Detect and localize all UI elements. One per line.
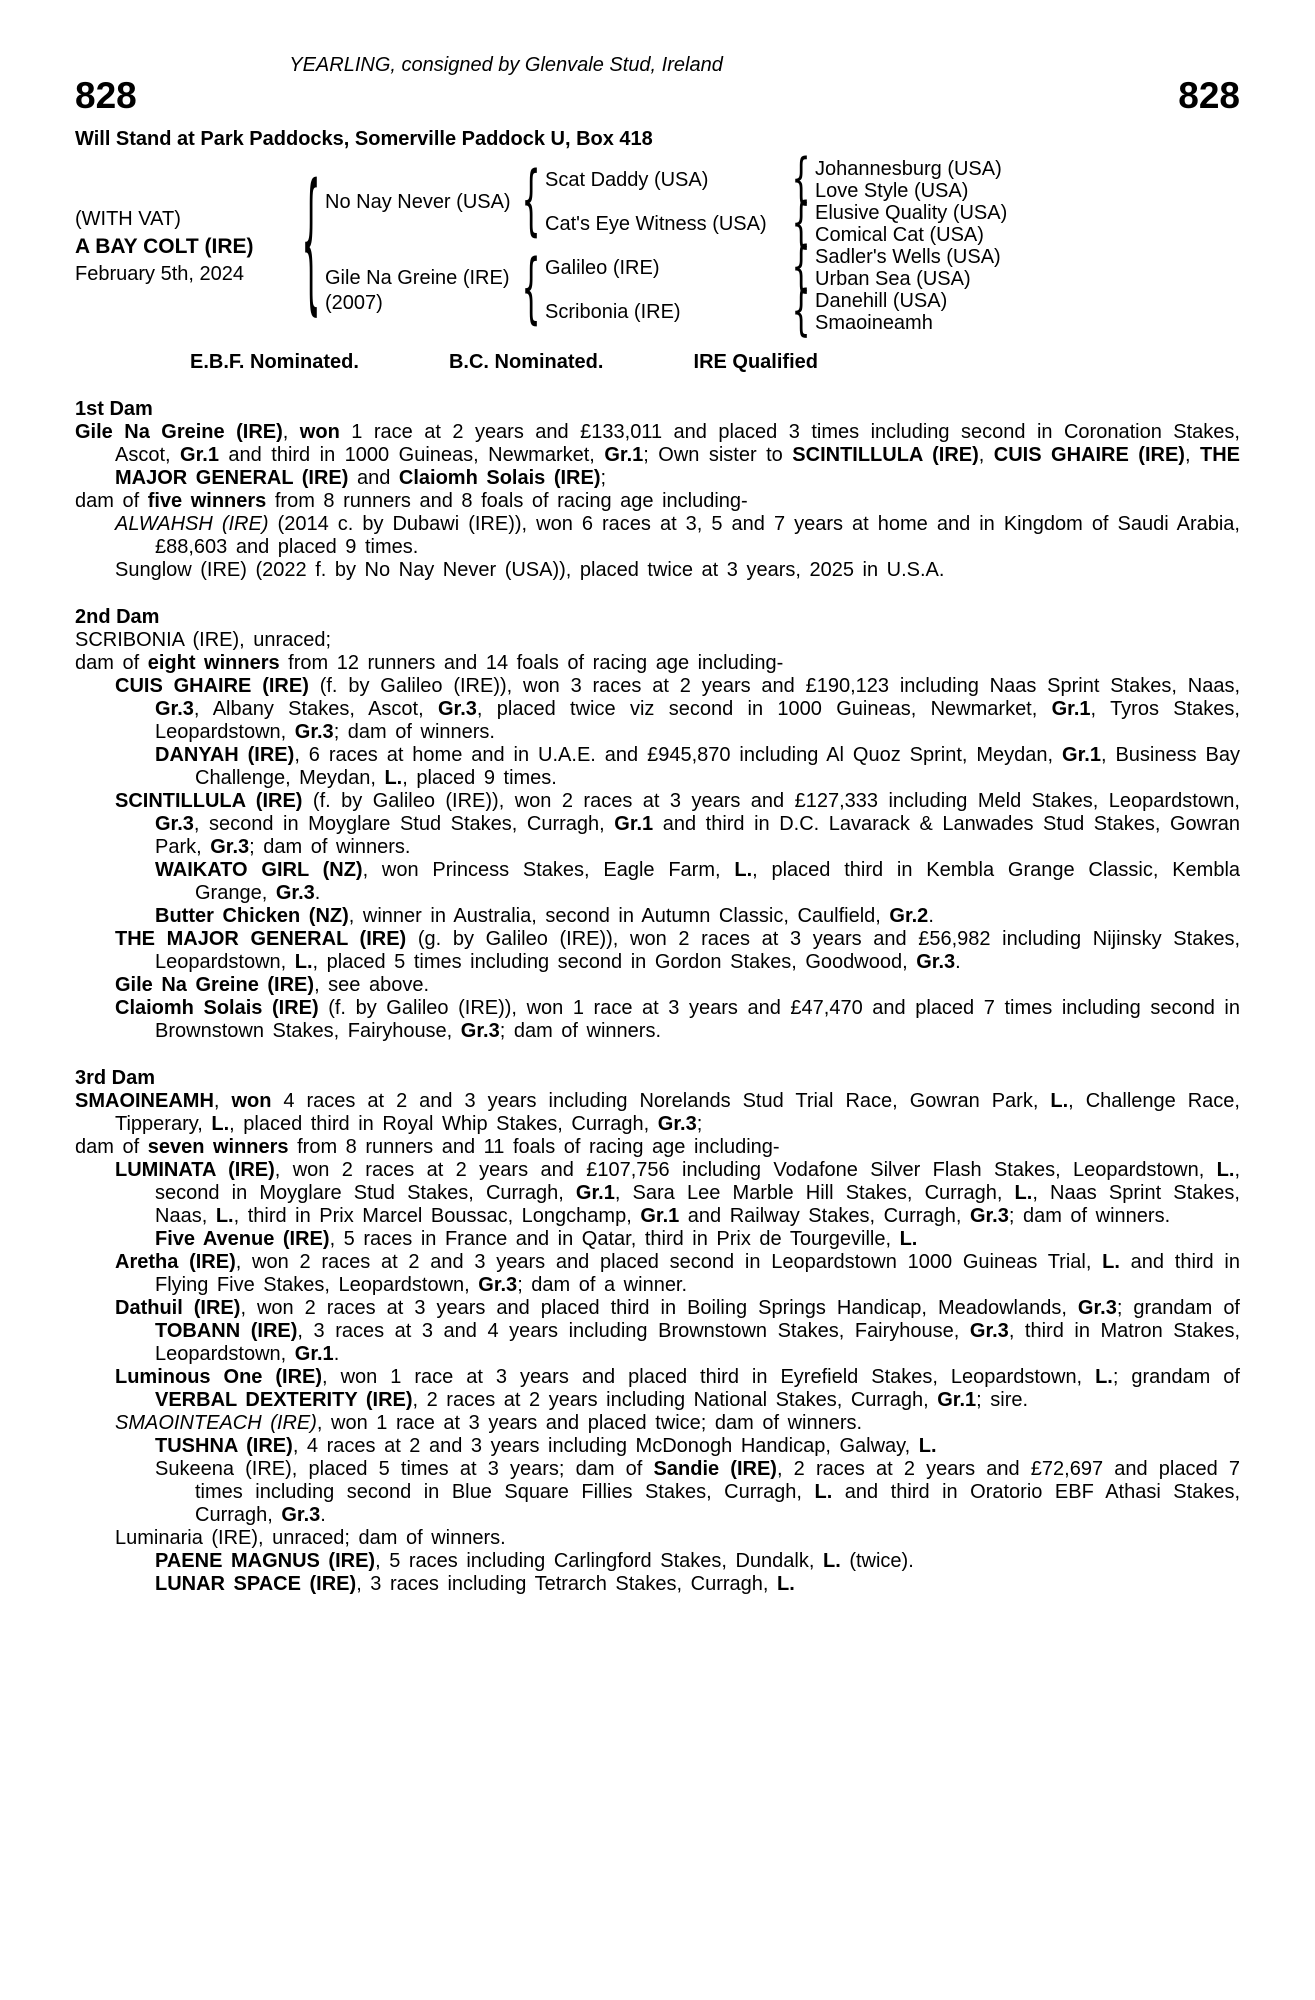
vat-note: (WITH VAT)	[75, 207, 181, 230]
text-run: , second in Moyglare Stud Stakes, Curragh,	[193, 812, 615, 835]
great-granddam: Urban Sea (USA)	[815, 268, 971, 291]
text-run: Gr.1	[604, 443, 644, 466]
catalogue-paragraph	[75, 859, 1240, 905]
text-run: Butter Chicken (NZ)	[155, 904, 349, 927]
text-run: Gr.1	[614, 812, 654, 835]
text-run: (f. by Galileo (IRE)), won 2 races at 3 years and £127,333 including Meld Stakes, Leopardstown,	[302, 789, 1240, 812]
dam-dam-name: Scribonia (IRE)	[545, 301, 681, 324]
text-run: and third in Flying Five Stakes, Leopardstown,	[155, 1250, 1240, 1296]
text-run: Sukeena (IRE), placed 5 times at 3 years; dam of	[155, 1457, 654, 1480]
dam-heading: 3rd Dam	[75, 1066, 156, 1089]
text-run: PAENE MAGNUS (IRE)	[155, 1549, 376, 1572]
text-run: L.	[734, 858, 753, 881]
animal-info	[75, 159, 297, 335]
text-run: SCINTILLULA (IRE)	[792, 443, 979, 466]
text-run: Gile Na Greine (IRE)	[75, 420, 283, 443]
text-run: , placed twice viz second in 1000 Guineas, Newmarket,	[476, 697, 1052, 720]
pedigree-table	[75, 159, 1240, 335]
text-run: ; Own sister to	[643, 443, 793, 466]
text-run: , placed 5 times including second in Gordon Stakes, Goodwood,	[312, 950, 917, 973]
text-run: , Naas Sprint Stakes, Naas,	[155, 1181, 1240, 1227]
text-run: dam of	[75, 489, 148, 512]
text-run: ; grandam of	[1112, 1365, 1240, 1388]
text-run: Claiomh Solais (IRE)	[115, 996, 319, 1019]
text-run: five winners	[147, 489, 267, 512]
text-run: Claiomh Solais (IRE)	[398, 466, 601, 489]
text-run: , 5 races including Carlingford Stakes, Dundalk,	[375, 1549, 823, 1572]
catalogue-paragraph	[75, 652, 1240, 675]
text-run: ; sire.	[976, 1388, 1029, 1411]
text-run: L.	[822, 1549, 841, 1572]
text-run: , 5 races in France and in Qatar, third in Prix de Tourgeville,	[329, 1227, 900, 1250]
text-run: eight winners	[147, 651, 280, 674]
text-run: , second in Moyglare Stud Stakes, Curragh,	[155, 1158, 1240, 1204]
great-grandsire: Elusive Quality (USA)	[815, 202, 1008, 225]
catalogue-paragraph	[75, 1297, 1240, 1366]
text-run: , 3 races including Tetrarch Stakes, Curragh,	[356, 1572, 778, 1595]
text-run: from 12 runners and 14 foals of racing age including-	[279, 651, 784, 674]
text-run: Gr.3	[969, 1204, 1009, 1227]
pedigree-brace-dam-dam	[787, 291, 815, 335]
catalogue-paragraph	[75, 1527, 1240, 1550]
text-run: L.	[918, 1434, 937, 1457]
lot-number-right: 828	[1178, 75, 1240, 116]
text-run: won	[231, 1089, 272, 1112]
text-run: L.	[1014, 1181, 1033, 1204]
nomination-ire: IRE Qualified	[693, 350, 818, 373]
text-run: dam of	[75, 1135, 148, 1158]
text-run: WAIKATO GIRL (NZ)	[155, 858, 363, 881]
text-run: SMAOINEAMH	[75, 1089, 214, 1112]
text-run: , Tyros Stakes, Leopardstown,	[155, 697, 1240, 743]
catalogue-paragraph	[75, 1090, 1240, 1136]
great-grandsire: Danehill (USA)	[815, 290, 948, 313]
text-run: Sandie (IRE)	[653, 1457, 777, 1480]
text-run: ; dam of winners.	[249, 835, 411, 858]
text-run: won	[299, 420, 340, 443]
text-run: , Sara Lee Marble Hill Stakes, Curragh,	[614, 1181, 1015, 1204]
text-run: , placed third in Royal Whip Stakes, Curragh,	[229, 1112, 658, 1135]
great-granddam: Smaoineamh	[815, 312, 933, 335]
catalogue-paragraph	[75, 559, 1240, 582]
text-run: Five Avenue (IRE)	[155, 1227, 330, 1250]
consignor-line: YEARLING, consigned by Glenvale Stud, Ireland	[289, 54, 723, 76]
text-run: , 4 races at 2 and 3 years including McDonogh Handicap, Galway,	[292, 1434, 919, 1457]
dam-name-text: Gile Na Greine (IRE)	[325, 266, 510, 289]
text-run: (f. by Galileo (IRE)), won 1 race at 3 years and £47,470 and placed 7 times including second in Brownstown Stakes, Fairyhouse,	[155, 996, 1240, 1042]
catalogue-paragraph	[75, 1412, 1240, 1435]
sire-dam-name: Cat's Eye Witness (USA)	[545, 213, 767, 236]
text-run: ; dam of winners.	[333, 720, 495, 743]
text-run: , 6 races at home and in U.A.E. and £945,870 including Al Quoz Sprint, Meydan,	[294, 743, 1063, 766]
text-run: CUIS GHAIRE (IRE)	[115, 674, 309, 697]
text-run: ;	[696, 1112, 703, 1135]
text-run: , third in Prix Marcel Boussac, Longchamp,	[233, 1204, 641, 1227]
text-run: Gr.3	[438, 697, 477, 720]
text-run: L.	[215, 1204, 234, 1227]
text-run: , Challenge Race, Tipperary,	[115, 1089, 1240, 1135]
text-run: L.	[384, 766, 403, 789]
text-run: SMAOINTEACH (IRE)	[115, 1411, 317, 1434]
text-run: ,	[978, 443, 994, 466]
text-run: VERBAL DEXTERITY (IRE)	[155, 1388, 413, 1411]
text-run: Luminous One (IRE)	[115, 1365, 323, 1388]
text-run: Gr.3	[294, 720, 334, 743]
text-run: Gr.1	[1062, 743, 1101, 766]
catalogue-paragraph	[75, 490, 1240, 513]
text-run: Gr.1	[937, 1388, 977, 1411]
catalogue-paragraph	[75, 997, 1240, 1043]
text-run: 1 race at 2 years and £133,011 and placed 3 times including second in Coronation Stakes, Ascot,	[115, 420, 1240, 466]
text-run: Gr.1	[180, 443, 219, 466]
text-run: Gr.3	[275, 881, 315, 904]
great-granddam: Love Style (USA)	[815, 180, 969, 203]
text-run: , 2 races at 2 years including National Stakes, Curragh,	[412, 1388, 938, 1411]
catalogue-paragraph	[75, 675, 1240, 744]
dam-sire-name: Galileo (IRE)	[545, 257, 660, 280]
text-run: , won 1 race at 3 years and placed third in Eyrefield Stakes, Leopardstown,	[322, 1365, 1096, 1388]
text-run: Gr.3	[969, 1319, 1009, 1342]
catalogue-paragraph	[75, 1159, 1240, 1228]
text-run: L.	[899, 1227, 918, 1250]
dam-sections	[75, 398, 1240, 1596]
text-run: from 8 runners and 11 foals of racing age including-	[288, 1135, 780, 1158]
sire-sire-name: Scat Daddy (USA)	[545, 169, 709, 192]
text-run: Gr.3	[478, 1273, 518, 1296]
text-run: L.	[1102, 1250, 1120, 1273]
text-run: and Railway Stakes, Curragh,	[679, 1204, 970, 1227]
catalogue-paragraph	[75, 928, 1240, 974]
catalogue-paragraph	[75, 1550, 1240, 1573]
text-run: ; dam of winners.	[1008, 1204, 1171, 1227]
nomination-ebf: E.B.F. Nominated.	[190, 350, 359, 373]
text-run: , winner in Australia, second in Autumn Classic, Caulfield,	[348, 904, 890, 927]
catalogue-paragraph	[75, 1458, 1240, 1527]
catalogue-paragraph	[75, 1573, 1240, 1596]
catalogue-paragraph	[75, 905, 1240, 928]
text-run: , won 1 race at 3 years and placed twice; dam of winners.	[316, 1411, 863, 1434]
text-run: ; grandam of	[1116, 1296, 1240, 1319]
text-run: .	[320, 1503, 326, 1526]
text-run: , won 2 races at 3 years and placed third in Boiling Springs Handicap, Meadowlands,	[240, 1296, 1078, 1319]
dam-heading: 1st Dam	[75, 397, 153, 420]
text-run: TUSHNA (IRE)	[155, 1434, 293, 1457]
text-run: Gr.3	[210, 835, 250, 858]
text-run: seven winners	[147, 1135, 289, 1158]
text-run: L.	[211, 1112, 230, 1135]
text-run: DANYAH (IRE)	[155, 743, 295, 766]
catalogue-paragraph	[75, 1366, 1240, 1412]
text-run: Gr.1	[1051, 697, 1091, 720]
text-run: , 2 races at 2 years and £72,697 and placed 7 times including second in Blue Square Fillies Stakes, Curragh,	[195, 1457, 1241, 1503]
text-run: Gr.3	[155, 697, 194, 720]
catalogue-paragraph	[75, 744, 1240, 790]
dam-section	[75, 606, 1240, 1043]
catalogue-paragraph	[75, 629, 1240, 652]
great-grandsire: Sadler's Wells (USA)	[815, 246, 1001, 269]
text-run: TOBANN (IRE)	[155, 1319, 298, 1342]
text-run: Dathuil (IRE)	[115, 1296, 241, 1319]
text-run: .	[314, 881, 321, 904]
foal-date: February 5th, 2024	[75, 262, 244, 285]
text-run: and third in D.C. Lavarack & Lanwades Stud Stakes, Gowran Park,	[155, 812, 1241, 858]
sire-name: No Nay Never (USA)	[325, 191, 511, 214]
text-run: ALWAHSH (IRE)	[115, 512, 269, 535]
text-run: .	[928, 904, 934, 927]
text-run: 4 races at 2 and 3 years including Norelands Stud Trial Race, Gowran Park,	[271, 1089, 1051, 1112]
text-run: CUIS GHAIRE (IRE)	[993, 443, 1185, 466]
lot-number-left: 828	[75, 75, 137, 116]
nominations-row	[190, 351, 818, 374]
text-run: Gr.1	[575, 1181, 615, 1204]
text-run: THE MAJOR GENERAL (IRE)	[115, 927, 407, 950]
text-run: , placed 9 times.	[402, 766, 557, 789]
catalogue-paragraph	[75, 1136, 1240, 1159]
stand-location: Will Stand at Park Paddocks, Somerville Paddock U, Box 418	[75, 127, 653, 150]
text-run: ;	[600, 466, 607, 489]
text-run: , won 2 races at 2 years and £107,756 including Vodafone Silver Flash Stakes, Leopardstown,	[274, 1158, 1217, 1181]
text-run: LUNAR SPACE (IRE)	[155, 1572, 357, 1595]
text-run: Gile Na Greine (IRE)	[115, 973, 315, 996]
text-run: .	[955, 950, 961, 973]
text-run: ; dam of a winner.	[517, 1273, 688, 1296]
text-run: and	[348, 466, 399, 489]
text-run: (g. by Galileo (IRE)), won 2 races at 3 years and £56,982 including Nijinsky Stakes, Leopardstown,	[155, 927, 1240, 973]
catalogue-paragraph	[75, 790, 1240, 859]
text-run: , 3 races at 3 and 4 years including Brownstown Stakes, Fairyhouse,	[297, 1319, 970, 1342]
catalogue-paragraph	[75, 421, 1240, 490]
text-run: L.	[1050, 1089, 1069, 1112]
text-run: L.	[814, 1480, 833, 1503]
text-run: Gr.3	[657, 1112, 697, 1135]
text-run: ; dam of winners.	[499, 1019, 662, 1042]
text-run: Gr.2	[889, 904, 929, 927]
catalogue-paragraph	[75, 513, 1240, 559]
text-run: (f. by Galileo (IRE)), won 3 races at 2 years and £190,123 including Naas Sprint Stakes, Naas,	[308, 674, 1240, 697]
text-run: and third in Oratorio EBF Athasi Stakes, Curragh,	[195, 1480, 1240, 1526]
text-run: ,	[1184, 443, 1200, 466]
catalogue-paragraph	[75, 1251, 1240, 1297]
text-run: SCRIBONIA (IRE), unraced;	[75, 628, 332, 651]
lot-number-row	[75, 77, 1240, 116]
text-run: ,	[282, 420, 300, 443]
text-run: from 8 runners and 8 foals of racing age including-	[266, 489, 748, 512]
text-run: , won Princess Stakes, Eagle Farm,	[362, 858, 735, 881]
dam-year: (2007)	[325, 291, 383, 314]
text-run: , won 2 races at 2 and 3 years and placed second in Leopardstown 1000 Guineas Trial,	[235, 1250, 1103, 1273]
text-run: Gr.1	[640, 1204, 680, 1227]
pedigree-brace-sire	[517, 159, 545, 247]
text-run: .	[333, 1342, 340, 1365]
dam-section	[75, 1067, 1240, 1596]
text-run: L.	[1216, 1158, 1235, 1181]
text-run: , Albany Stakes, Ascot,	[193, 697, 438, 720]
text-run: ,	[213, 1089, 232, 1112]
great-granddam: Comical Cat (USA)	[815, 224, 984, 247]
text-run: Sunglow (IRE) (2022 f. by No Nay Never (USA)), placed twice at 3 years, 2025 in U.S.A.	[115, 558, 945, 581]
text-run: , third in Matron Stakes, Leopardstown,	[155, 1319, 1240, 1365]
text-run: SCINTILLULA (IRE)	[115, 789, 303, 812]
text-run: Gr.3	[916, 950, 956, 973]
dam-name	[325, 247, 517, 335]
text-run: Luminaria (IRE), unraced; dam of winners.	[115, 1526, 506, 1549]
text-run: and third in 1000 Guineas, Newmarket,	[218, 443, 605, 466]
text-run: , Business Bay Challenge, Meydan,	[195, 743, 1240, 789]
text-run: dam of	[75, 651, 148, 674]
dam-section	[75, 398, 1240, 582]
text-run: Gr.3	[281, 1503, 321, 1526]
text-run: , see above.	[314, 973, 430, 996]
text-run: L.	[777, 1572, 795, 1595]
text-run: Gr.3	[460, 1019, 500, 1042]
catalogue-paragraph	[75, 974, 1240, 997]
dam-heading: 2nd Dam	[75, 605, 160, 628]
text-run: Gr.1	[294, 1342, 334, 1365]
pedigree-brace-main	[297, 159, 325, 335]
pedigree-brace-dam	[517, 247, 545, 335]
text-run: (twice).	[840, 1549, 914, 1572]
text-run: LUMINATA (IRE)	[115, 1158, 275, 1181]
text-run: L.	[294, 950, 313, 973]
nomination-bc: B.C. Nominated.	[448, 350, 604, 373]
great-grandsire: Johannesburg (USA)	[815, 158, 1002, 181]
catalogue-paragraph	[75, 1435, 1240, 1458]
text-run: Gr.3	[155, 812, 194, 835]
text-run: (2014 c. by Dubawi (IRE)), won 6 races at 3, 5 and 7 years at home and in Kingdom of Saudi Arabia, £88,603 and placed 9 times.	[155, 512, 1240, 558]
text-run: Gr.3	[1077, 1296, 1117, 1319]
text-run: Aretha (IRE)	[115, 1250, 236, 1273]
text-run: THE MAJOR GENERAL (IRE)	[115, 443, 1240, 489]
text-run: , placed third in Kembla Grange Classic, Kembla Grange,	[195, 858, 1241, 904]
catalogue-paragraph	[75, 1228, 1240, 1251]
text-run: L.	[1095, 1365, 1113, 1388]
animal-description: A BAY COLT (IRE)	[75, 234, 254, 258]
